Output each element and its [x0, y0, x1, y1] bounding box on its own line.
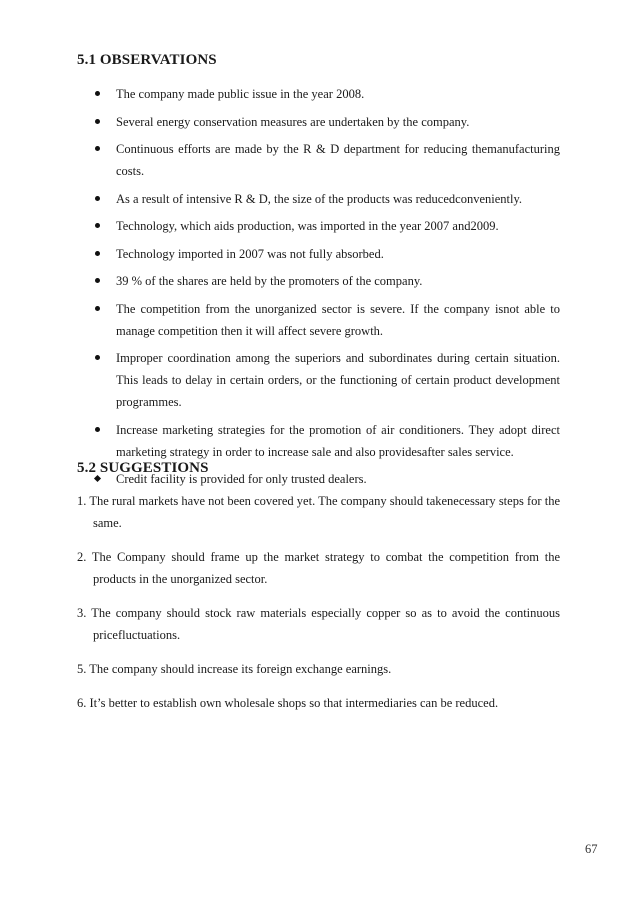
observation-text: Increase marketing strategies for the promotion of air conditioners. They adopt direct marketing strategy in order to increase sale and also providesafter sales service. — [116, 422, 560, 459]
observation-text: Credit facility is provided for only trusted dealers. — [116, 472, 367, 486]
bullet-icon — [95, 91, 100, 96]
list-item: 3. The company should stock raw materials especially copper so as to avoid the continuous pricefluctuations. — [77, 606, 560, 642]
list-item — [0, 188, 638, 210]
page-number: 67 — [585, 842, 598, 856]
list-item — [0, 347, 638, 413]
list-item — [0, 298, 638, 342]
observations-heading: 5.1 OBSERVATIONS — [77, 52, 217, 68]
observation-text: Technology, which aids production, was imported in the year 2007 and2009. — [116, 219, 499, 233]
observation-text: 39 % of the shares are held by the promoters of the company. — [116, 274, 423, 288]
bullet-icon — [95, 251, 100, 256]
bullet-icon — [95, 196, 100, 201]
bullet-icon — [95, 355, 100, 360]
list-item — [0, 138, 638, 182]
list-item — [0, 243, 638, 265]
observation-text: As a result of intensive R & D, the size of the products was reducedconveniently. — [116, 191, 523, 206]
list-item: 5. The company should increase its foreign exchange earnings. — [77, 662, 392, 676]
suggestions-heading: 5.2 SUGGESTIONS — [77, 460, 209, 476]
bullet-icon — [95, 306, 100, 311]
list-item — [0, 215, 638, 237]
observation-text: Continuous efforts are made by the R & D department for reducing themanufacturing costs. — [116, 142, 560, 178]
bullet-icon — [95, 223, 100, 228]
bullet-icon — [95, 278, 100, 283]
list-item — [0, 419, 638, 463]
list-item: 1. The rural markets have not been covered yet. The company should takenecessary steps for the same. — [77, 494, 560, 530]
observation-text: The competition from the unorganized sector is severe. If the company isnot able to manage competition then it will affect severe growth. — [116, 301, 560, 338]
observation-text: Improper coordination among the superiors and subordinates during certain situation. This leads to delay in certain orders, or the functioning of certain product development programmes. — [116, 351, 560, 409]
suggestions-list — [0, 490, 638, 726]
observations-list — [0, 83, 638, 496]
list-item — [0, 270, 638, 292]
list-item: 6. It’s better to establish own wholesale shops so that intermediaries can be reduced. — [77, 696, 499, 710]
bullet-icon — [95, 119, 100, 124]
bullet-icon — [95, 427, 100, 432]
list-item: 2. The Company should frame up the market strategy to combat the competition from the products in the unorganized sector. — [77, 550, 560, 586]
bullet-icon — [95, 146, 100, 151]
observation-text: The company made public issue in the year 2008. — [116, 87, 365, 101]
list-item — [0, 83, 638, 105]
list-item — [0, 111, 638, 133]
observation-text: Technology imported in 2007 was not fully absorbed. — [116, 246, 384, 261]
observation-text: Several energy conservation measures are undertaken by the company. — [116, 114, 470, 129]
